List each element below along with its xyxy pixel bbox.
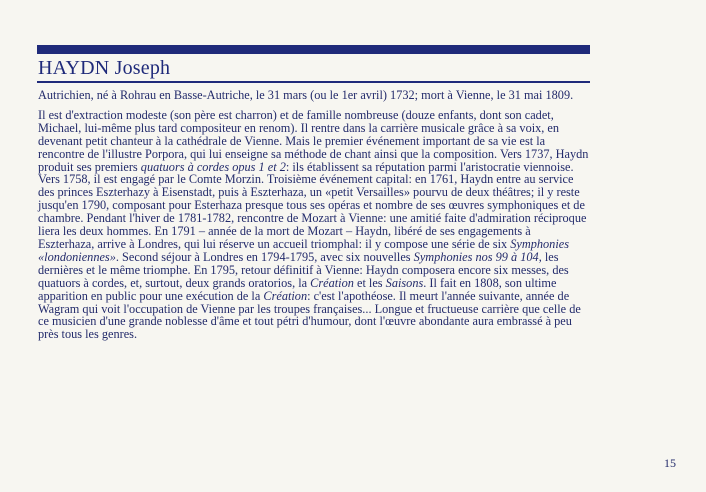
page-number: 15 <box>664 456 676 470</box>
work-title: Symphonies nos 99 à 104 <box>413 249 539 264</box>
text-run: Il est d'extraction modeste (son père est charron) et de famille nombreuse (douze enfants, dont son cadet, Michael, lui-même plus tard compositeur en renom). Il rentre dans la carrière musicale grâce à sa voix, en devenant petit chanteur à la cathédrale de Vienne. Mais le premier événement important de sa vie est la rencontre de l'illustre Porpora, qui lui enseigne sa méthode de chant ainsi que la composition. Vers 1737, Haydn produit ses premiers <box>38 107 589 174</box>
text-run: . Second séjour à Londres en 1794-1795, avec six nouvelles <box>115 249 414 264</box>
text-run: : ils établissent sa réputation parmi l'aristocratie viennoise. Vers 1758, il est engagé par le Comte Morzin. Troisième événement capital: en 1761, Haydn entre au service des princes Eszterhazy à Eisenstadt, puis à Eszterhaza, un «petit Versailles» pourvu de deux théâtres; il y reste jusqu'en 1790, composant pour Esterhaza presque tous ses opéras et nombre de ses œuvres symphoniques et de chambre. Pendant l'hiver de 1781-1782, rencontre de Mozart à Vienne: une amitié faite d'admiration réciproque liera les deux hommes. En 1791 – année de la mort de Mozart – Haydn, libéré de ses engagements à Eszterhaza, arrive à Londres, qui lui réserve un accueil triomphal: il y compose une série de six <box>38 159 587 251</box>
entry-title: HAYDN Joseph <box>38 57 171 79</box>
work-title: Création <box>310 275 354 290</box>
work-title: Saisons <box>385 275 424 290</box>
text-run: et les <box>353 275 386 290</box>
entry-body <box>38 89 590 341</box>
header-rule <box>37 45 590 54</box>
biography-paragraph <box>38 109 590 341</box>
work-title: Symphonies «londoniennes» <box>38 236 569 264</box>
work-title: quatuors à cordes opus 1 et 2 <box>140 159 286 174</box>
text-run: . Il fait en 1808, son ultime apparition en public pour une exécution de la <box>38 275 557 303</box>
text-run: : c'est l'apothéose. Il meurt l'année suivante, année de Wagram qui voit l'occupation de Vienne par les troupes françaises... Longue et fructueuse carrière que celle de ce musicien d'une grande noblesse d'âme et tout pétri d'humour, dont l'œuvre abondante aura embrassé à peu près tous les genres. <box>38 288 581 342</box>
text-run: , les dernières et le même triomphe. En 1795, retour définitif à Vienne: Haydn composera encore six messes, des quatuors à cordes, et, surtout, deux grands oratorios, la <box>38 249 569 290</box>
biography-intro: Autrichien, né à Rohrau en Basse-Autriche, le 31 mars (ou le 1er avril) 1732; mort à Vienne, le 31 mai 1809. <box>38 88 574 102</box>
work-title: Création <box>263 288 308 303</box>
title-underline <box>37 81 590 83</box>
